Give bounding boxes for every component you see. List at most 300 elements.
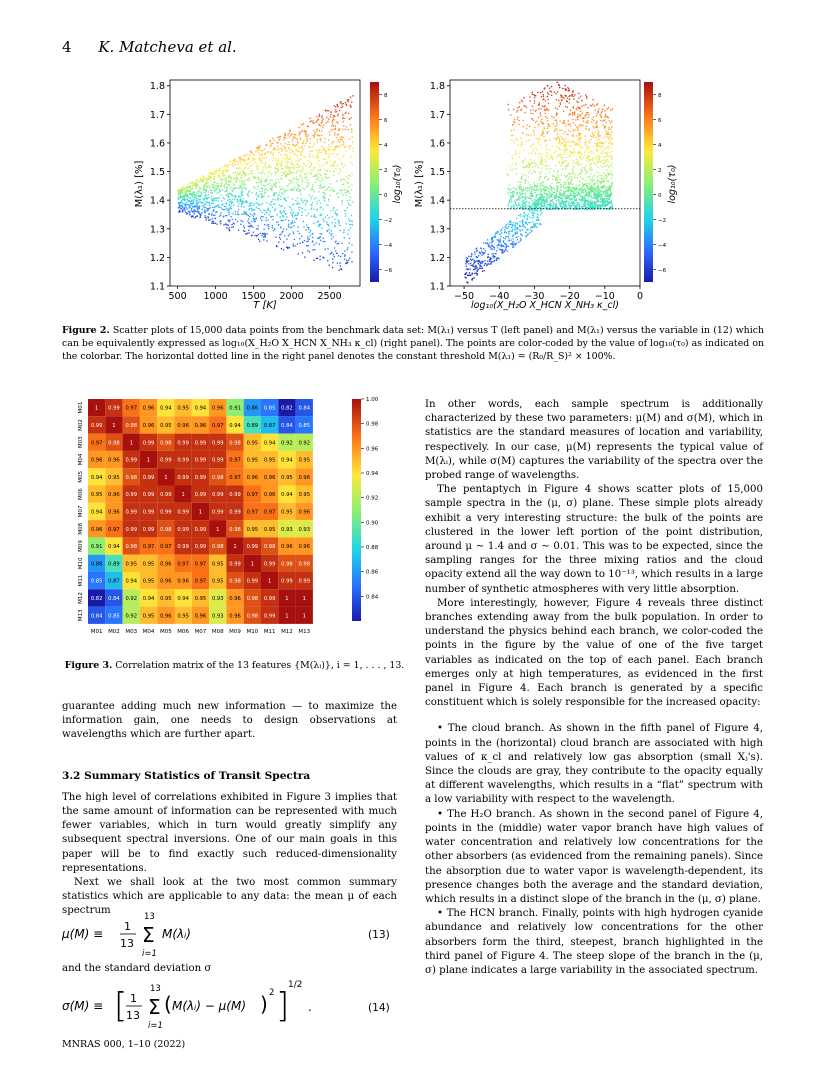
scatter-point (240, 197, 241, 198)
scatter-point (530, 164, 531, 165)
scatter-point (319, 166, 320, 167)
scatter-point (565, 204, 566, 205)
scatter-point (595, 194, 596, 195)
scatter-point (596, 115, 597, 116)
scatter-point (254, 188, 255, 189)
scatter-point (523, 105, 524, 106)
scatter-point (602, 186, 603, 187)
scatter-point (338, 173, 339, 174)
scatter-point (213, 186, 214, 187)
scatter-point (500, 230, 501, 231)
scatter-point (562, 88, 563, 89)
scatter-point (546, 200, 547, 201)
heatmap-cell-value: 1 (112, 422, 116, 429)
scatter-point (604, 177, 605, 178)
scatter-point (316, 116, 317, 117)
scatter-point (204, 192, 205, 193)
right-ytick-label: 1.8 (429, 81, 445, 93)
scatter-point (532, 213, 533, 214)
colorbar-tick-label: 6 (384, 118, 388, 124)
scatter-point (553, 117, 554, 118)
scatter-point (178, 196, 179, 197)
scatter-point (266, 167, 267, 168)
scatter-point (557, 155, 558, 156)
scatter-point (334, 219, 335, 220)
scatter-point (569, 193, 570, 194)
scatter-point (335, 111, 336, 112)
scatter-point (198, 191, 199, 192)
scatter-point (600, 153, 601, 154)
scatter-point (608, 143, 609, 144)
scatter-point (345, 150, 346, 151)
scatter-point (519, 120, 520, 121)
scatter-point (498, 240, 499, 241)
heatmap-cell-value: 0.99 (177, 474, 189, 481)
scatter-point (268, 228, 269, 229)
scatter-point (575, 205, 576, 206)
scatter-point (260, 210, 261, 211)
scatter-point (243, 213, 244, 214)
scatter-point (267, 184, 268, 185)
scatter-point (597, 191, 598, 192)
heatmap-cell-value: 0.99 (142, 440, 155, 447)
scatter-point (517, 186, 518, 187)
scatter-point (239, 173, 240, 174)
scatter-point (296, 203, 297, 204)
scatter-point (549, 126, 550, 127)
colorbar-tick-label: 8 (384, 93, 388, 99)
scatter-point (570, 125, 571, 126)
scatter-point (522, 205, 523, 206)
scatter-point (195, 188, 196, 189)
scatter-point (245, 233, 246, 234)
scatter-point (275, 160, 276, 161)
scatter-point (564, 192, 565, 193)
scatter-point (221, 204, 222, 205)
scatter-point (194, 217, 195, 218)
scatter-point (519, 102, 520, 103)
scatter-point (579, 133, 580, 134)
scatter-point (186, 213, 187, 214)
scatter-point (589, 183, 590, 184)
scatter-point (323, 221, 324, 222)
scatter-point (331, 233, 332, 234)
scatter-point (333, 149, 334, 150)
scatter-point (296, 176, 297, 177)
scatter-point (567, 164, 568, 165)
scatter-point (608, 156, 609, 157)
scatter-point (589, 128, 590, 129)
right-ytick-label: 1.4 (429, 195, 445, 207)
scatter-point (259, 241, 260, 242)
scatter-point (494, 247, 495, 248)
scatter-point (550, 90, 551, 91)
scatter-point (247, 220, 248, 221)
scatter-point (231, 164, 232, 165)
scatter-point (581, 100, 582, 101)
scatter-point (208, 194, 209, 195)
left-ytick-label: 1.5 (149, 167, 165, 179)
scatter-point (253, 218, 254, 219)
scatter-point (197, 210, 198, 211)
scatter-point (340, 171, 341, 172)
scatter-point (573, 113, 574, 114)
scatter-point (468, 260, 469, 261)
scatter-point (609, 185, 610, 186)
scatter-point (313, 209, 314, 210)
scatter-point (303, 226, 304, 227)
scatter-point (547, 152, 548, 153)
scatter-point (590, 188, 591, 189)
scatter-point (596, 125, 597, 126)
scatter-point (567, 186, 568, 187)
left-xtick-label: 2000 (279, 291, 304, 302)
scatter-point (241, 204, 242, 205)
scatter-point (571, 135, 572, 136)
scatter-point (590, 170, 591, 171)
scatter-point (239, 180, 240, 181)
scatter-point (321, 130, 322, 131)
scatter-point (260, 205, 261, 206)
scatter-point (346, 126, 347, 127)
scatter-point (251, 173, 252, 174)
scatter-point (281, 168, 282, 169)
scatter-point (596, 146, 597, 147)
scatter-point (529, 96, 530, 97)
scatter-point (534, 100, 535, 101)
scatter-point (589, 156, 590, 157)
scatter-point (561, 195, 562, 196)
scatter-point (186, 187, 187, 188)
scatter-point (576, 189, 577, 190)
colorbar-tick-label: −4 (658, 243, 667, 249)
scatter-point (214, 171, 215, 172)
scatter-point (197, 211, 198, 212)
heatmap-cell-value: 0.99 (177, 457, 189, 464)
scatter-point (555, 178, 556, 179)
scatter-point (291, 133, 292, 134)
scatter-point (311, 209, 312, 210)
scatter-point (512, 247, 513, 248)
scatter-point (593, 206, 594, 207)
scatter-point (178, 192, 179, 193)
scatter-point (302, 146, 303, 147)
scatter-point (201, 193, 202, 194)
scatter-point (501, 233, 502, 234)
scatter-point (553, 170, 554, 171)
scatter-point (346, 182, 347, 183)
scatter-point (307, 173, 308, 174)
scatter-point (202, 179, 203, 180)
scatter-point (211, 223, 212, 224)
scatter-point (308, 245, 309, 246)
scatter-point (497, 247, 498, 248)
scatter-point (596, 113, 597, 114)
scatter-point (529, 190, 530, 191)
scatter-point (526, 140, 527, 141)
scatter-point (207, 216, 208, 217)
scatter-point (209, 185, 210, 186)
scatter-point (347, 249, 348, 250)
scatter-point (319, 200, 320, 201)
scatter-point (555, 165, 556, 166)
scatter-point (582, 147, 583, 148)
scatter-point (583, 188, 584, 189)
scatter-point (233, 189, 234, 190)
scatter-point (498, 242, 499, 243)
scatter-point (542, 159, 543, 160)
scatter-point (561, 136, 562, 137)
scatter-point (567, 153, 568, 154)
scatter-point (611, 132, 612, 133)
colorbar-tick-label: 0 (384, 193, 388, 199)
scatter-point (312, 169, 313, 170)
scatter-point (345, 165, 346, 166)
scatter-point (350, 156, 351, 157)
scatter-point (544, 206, 545, 207)
scatter-point (328, 119, 329, 120)
scatter-point (511, 135, 512, 136)
scatter-point (317, 162, 318, 163)
scatter-point (189, 204, 190, 205)
scatter-point (333, 236, 334, 237)
scatter-point (594, 195, 595, 196)
scatter-point (182, 196, 183, 197)
scatter-point (225, 182, 226, 183)
scatter-point (604, 105, 605, 106)
scatter-point (298, 188, 299, 189)
scatter-point (293, 172, 294, 173)
scatter-point (587, 161, 588, 162)
scatter-point (558, 162, 559, 163)
scatter-point (525, 214, 526, 215)
scatter-point (565, 145, 566, 146)
scatter-point (336, 209, 337, 210)
scatter-point (216, 206, 217, 207)
scatter-point (591, 197, 592, 198)
scatter-point (483, 253, 484, 254)
scatter-point (334, 134, 335, 135)
scatter-point (598, 200, 599, 201)
scatter-point (217, 186, 218, 187)
scatter-point (522, 225, 523, 226)
scatter-point (604, 185, 605, 186)
scatter-point (601, 181, 602, 182)
scatter-point (610, 147, 611, 148)
scatter-point (311, 151, 312, 152)
scatter-point (334, 225, 335, 226)
heatmap-cell-value: 0.95 (281, 474, 293, 481)
scatter-point (556, 115, 557, 116)
scatter-point (264, 173, 265, 174)
scatter-point (342, 200, 343, 201)
scatter-point (195, 181, 196, 182)
scatter-point (612, 151, 613, 152)
scatter-point (597, 142, 598, 143)
scatter-point (554, 189, 555, 190)
scatter-point (243, 198, 244, 199)
scatter-point (333, 119, 334, 120)
scatter-point (337, 215, 338, 216)
scatter-point (578, 130, 579, 131)
scatter-point (350, 175, 351, 176)
scatter-point (234, 223, 235, 224)
scatter-point (509, 199, 510, 200)
scatter-point (471, 256, 472, 257)
scatter-point (281, 165, 282, 166)
scatter-point (253, 205, 254, 206)
scatter-point (586, 128, 587, 129)
scatter-point (609, 137, 610, 138)
scatter-point (337, 134, 338, 135)
scatter-point (239, 167, 240, 168)
scatter-point (569, 95, 570, 96)
scatter-point (590, 190, 591, 191)
scatter-point (572, 187, 573, 188)
scatter-point (312, 155, 313, 156)
scatter-point (256, 164, 257, 165)
scatter-point (577, 177, 578, 178)
scatter-point (344, 118, 345, 119)
scatter-point (346, 176, 347, 177)
scatter-point (562, 99, 563, 100)
scatter-point (548, 126, 549, 127)
scatter-point (252, 235, 253, 236)
scatter-point (350, 124, 351, 125)
scatter-point (206, 178, 207, 179)
left-ytick-label: 1.8 (149, 81, 165, 93)
scatter-point (547, 118, 548, 119)
scatter-point (508, 188, 509, 189)
scatter-point (470, 259, 471, 260)
scatter-point (606, 191, 607, 192)
scatter-point (538, 190, 539, 191)
scatter-point (558, 186, 559, 187)
scatter-point (277, 199, 278, 200)
scatter-point (608, 180, 609, 181)
scatter-point (492, 253, 493, 254)
scatter-point (611, 193, 612, 194)
scatter-point (207, 208, 208, 209)
scatter-point (206, 217, 207, 218)
scatter-point (571, 145, 572, 146)
scatter-point (515, 222, 516, 223)
scatter-point (342, 195, 343, 196)
scatter-point (484, 252, 485, 253)
scatter-point (292, 216, 293, 217)
right-ylabel: M(λ₁) [%] (414, 160, 425, 208)
scatter-point (224, 179, 225, 180)
scatter-point (558, 100, 559, 101)
scatter-point (277, 137, 278, 138)
scatter-point (571, 181, 572, 182)
scatter-point (567, 194, 568, 195)
scatter-point (222, 209, 223, 210)
scatter-point (556, 99, 557, 100)
scatter-point (569, 187, 570, 188)
heatmap-cell-value: 0.97 (211, 422, 224, 429)
scatter-point (576, 101, 577, 102)
scatter-point (540, 223, 541, 224)
scatter-point (480, 263, 481, 264)
scatter-point (241, 174, 242, 175)
scatter-point (329, 170, 330, 171)
scatter-point (581, 188, 582, 189)
scatter-point (320, 240, 321, 241)
scatter-point (561, 198, 562, 199)
scatter-point (546, 140, 547, 141)
scatter-point (315, 217, 316, 218)
scatter-point (312, 186, 313, 187)
scatter-point (344, 255, 345, 256)
scatter-point (301, 130, 302, 131)
scatter-point (240, 177, 241, 178)
scatter-point (242, 195, 243, 196)
scatter-point (350, 117, 351, 118)
scatter-point (215, 182, 216, 183)
scatter-point (547, 85, 548, 86)
scatter-point (525, 197, 526, 198)
scatter-point (313, 223, 314, 224)
scatter-point (244, 227, 245, 228)
scatter-point (509, 185, 510, 186)
scatter-point (350, 205, 351, 206)
scatter-point (286, 151, 287, 152)
scatter-point (595, 204, 596, 205)
scatter-point (570, 183, 571, 184)
scatter-point (592, 158, 593, 159)
scatter-point (576, 135, 577, 136)
scatter-point (603, 156, 604, 157)
scatter-point (595, 110, 596, 111)
scatter-point (255, 177, 256, 178)
scatter-point (292, 204, 293, 205)
scatter-point (563, 121, 564, 122)
scatter-point (262, 188, 263, 189)
scatter-point (276, 165, 277, 166)
scatter-point (284, 154, 285, 155)
scatter-point (291, 172, 292, 173)
scatter-point (338, 139, 339, 140)
scatter-point (292, 189, 293, 190)
scatter-point (578, 108, 579, 109)
scatter-point (307, 134, 308, 135)
scatter-point (594, 192, 595, 193)
scatter-point (273, 149, 274, 150)
scatter-point (535, 152, 536, 153)
scatter-point (291, 167, 292, 168)
scatter-point (228, 210, 229, 211)
scatter-point (560, 154, 561, 155)
scatter-point (284, 133, 285, 134)
scatter-point (321, 116, 322, 117)
heatmap-cell-value: 0.98 (125, 474, 138, 481)
scatter-point (208, 217, 209, 218)
scatter-point (592, 132, 593, 133)
scatter-point (580, 115, 581, 116)
scatter-point (189, 198, 190, 199)
scatter-point (332, 190, 333, 191)
scatter-point (320, 236, 321, 237)
scatter-point (607, 173, 608, 174)
scatter-point (566, 196, 567, 197)
scatter-point (298, 186, 299, 187)
scatter-point (539, 102, 540, 103)
scatter-point (320, 203, 321, 204)
scatter-point (250, 166, 251, 167)
scatter-point (329, 134, 330, 135)
scatter-point (297, 150, 298, 151)
